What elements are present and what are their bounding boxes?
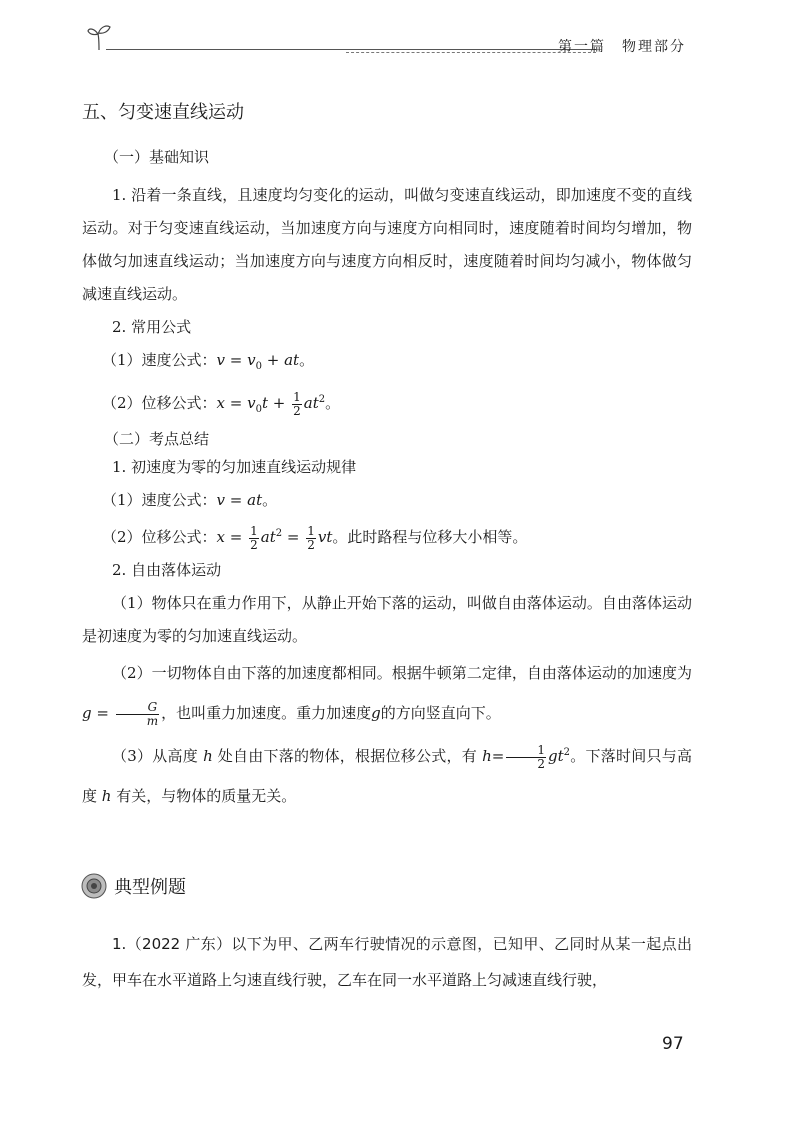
velocity-formula-label: （1）速度公式： bbox=[102, 351, 217, 369]
fraction-half: $\frac{1}{2}$ bbox=[293, 389, 301, 418]
examples-title: 典型例题 bbox=[114, 877, 186, 898]
free-fall-paragraph-3: （3）从高度 h 处自由下落的物体，根据位移公式，有 h= $\frac{1}{2}$ $gt^2$。下落时间只与高度 h 有关，与物体的质量无关。 bbox=[82, 742, 692, 805]
zero-displacement-formula-label: （2）位移公式： bbox=[102, 528, 217, 546]
chapter-title: 第一篇 物理部分 bbox=[558, 39, 686, 55]
sprout-icon bbox=[86, 22, 112, 52]
displacement-note: 此时路程与位移大小相等。 bbox=[347, 528, 528, 546]
zero-displacement-formula: （2）位移公式：x = $\frac{1}{2}$ $at^2$ = $\frac{1}{2}$ vt。此时路程与位移大小相等。 bbox=[102, 523, 528, 552]
page-number: 97 bbox=[662, 1034, 684, 1054]
summary-heading: （二）考点总结 bbox=[104, 430, 210, 448]
header-rule bbox=[106, 49, 596, 50]
velocity-formula: （1）速度公式：$v = v_0$ + at。 bbox=[102, 351, 315, 372]
free-fall-paragraph-2: （2）一切物体自由下落的加速度都相同。根据牛顿第二定律，自由落体运动的加速度为g = $\frac{G}{m}$ ，也叫重力加速度。重力加速度g的方向竖直向下。 bbox=[82, 664, 692, 728]
zero-velocity-formula: （1）速度公式：v = at。 bbox=[102, 491, 278, 509]
basics-paragraph: 1. 沿着一条直线，且速度均匀变化的运动，叫做匀变速直线运动，即加速度不变的直线运动。对于匀变速直线运动，当加速度方向与速度方向相同时，速度随着时间均匀增加，物体做匀加速直线运动；当加速度方向与速度方向相反时，速度随着时间均匀减小，物体做匀减速直线运动。 bbox=[82, 186, 692, 303]
basics-heading: （一）基础知识 bbox=[104, 148, 210, 166]
section-title: 五、匀变速直线运动 bbox=[82, 102, 244, 123]
free-fall-paragraph-1: （1）物体只在重力作用下，从静止开始下落的运动，叫做自由落体运动。自由落体运动是初速度为零的匀加速直线运动。 bbox=[82, 594, 692, 645]
free-fall-heading: 2. 自由落体运动 bbox=[112, 561, 222, 579]
displacement-formula: （2）位移公式：$x = v_0t$ + $\frac{1}{2}$ $at^2$。 bbox=[102, 389, 341, 418]
example-problem-1 bbox=[82, 926, 692, 998]
formulas-heading: 2. 常用公式 bbox=[112, 318, 192, 336]
examples-heading bbox=[80, 872, 186, 900]
summary-item1-heading: 1. 初速度为零的匀加速直线运动规律 bbox=[112, 458, 357, 476]
page-header bbox=[86, 22, 686, 62]
example-problem-1-text: 1.（2022 广东）以下为甲、乙两车行驶情况的示意图，已知甲、乙同时从某一起点出发，甲车在水平道路上匀速直线行驶，乙车在同一水平道路上匀减速直线行驶， bbox=[82, 935, 692, 989]
main-content bbox=[82, 98, 692, 816]
flower-badge-icon bbox=[80, 872, 108, 900]
displacement-formula-label: （2）位移公式： bbox=[102, 394, 217, 412]
zero-velocity-formula-label: （1）速度公式： bbox=[102, 491, 217, 509]
